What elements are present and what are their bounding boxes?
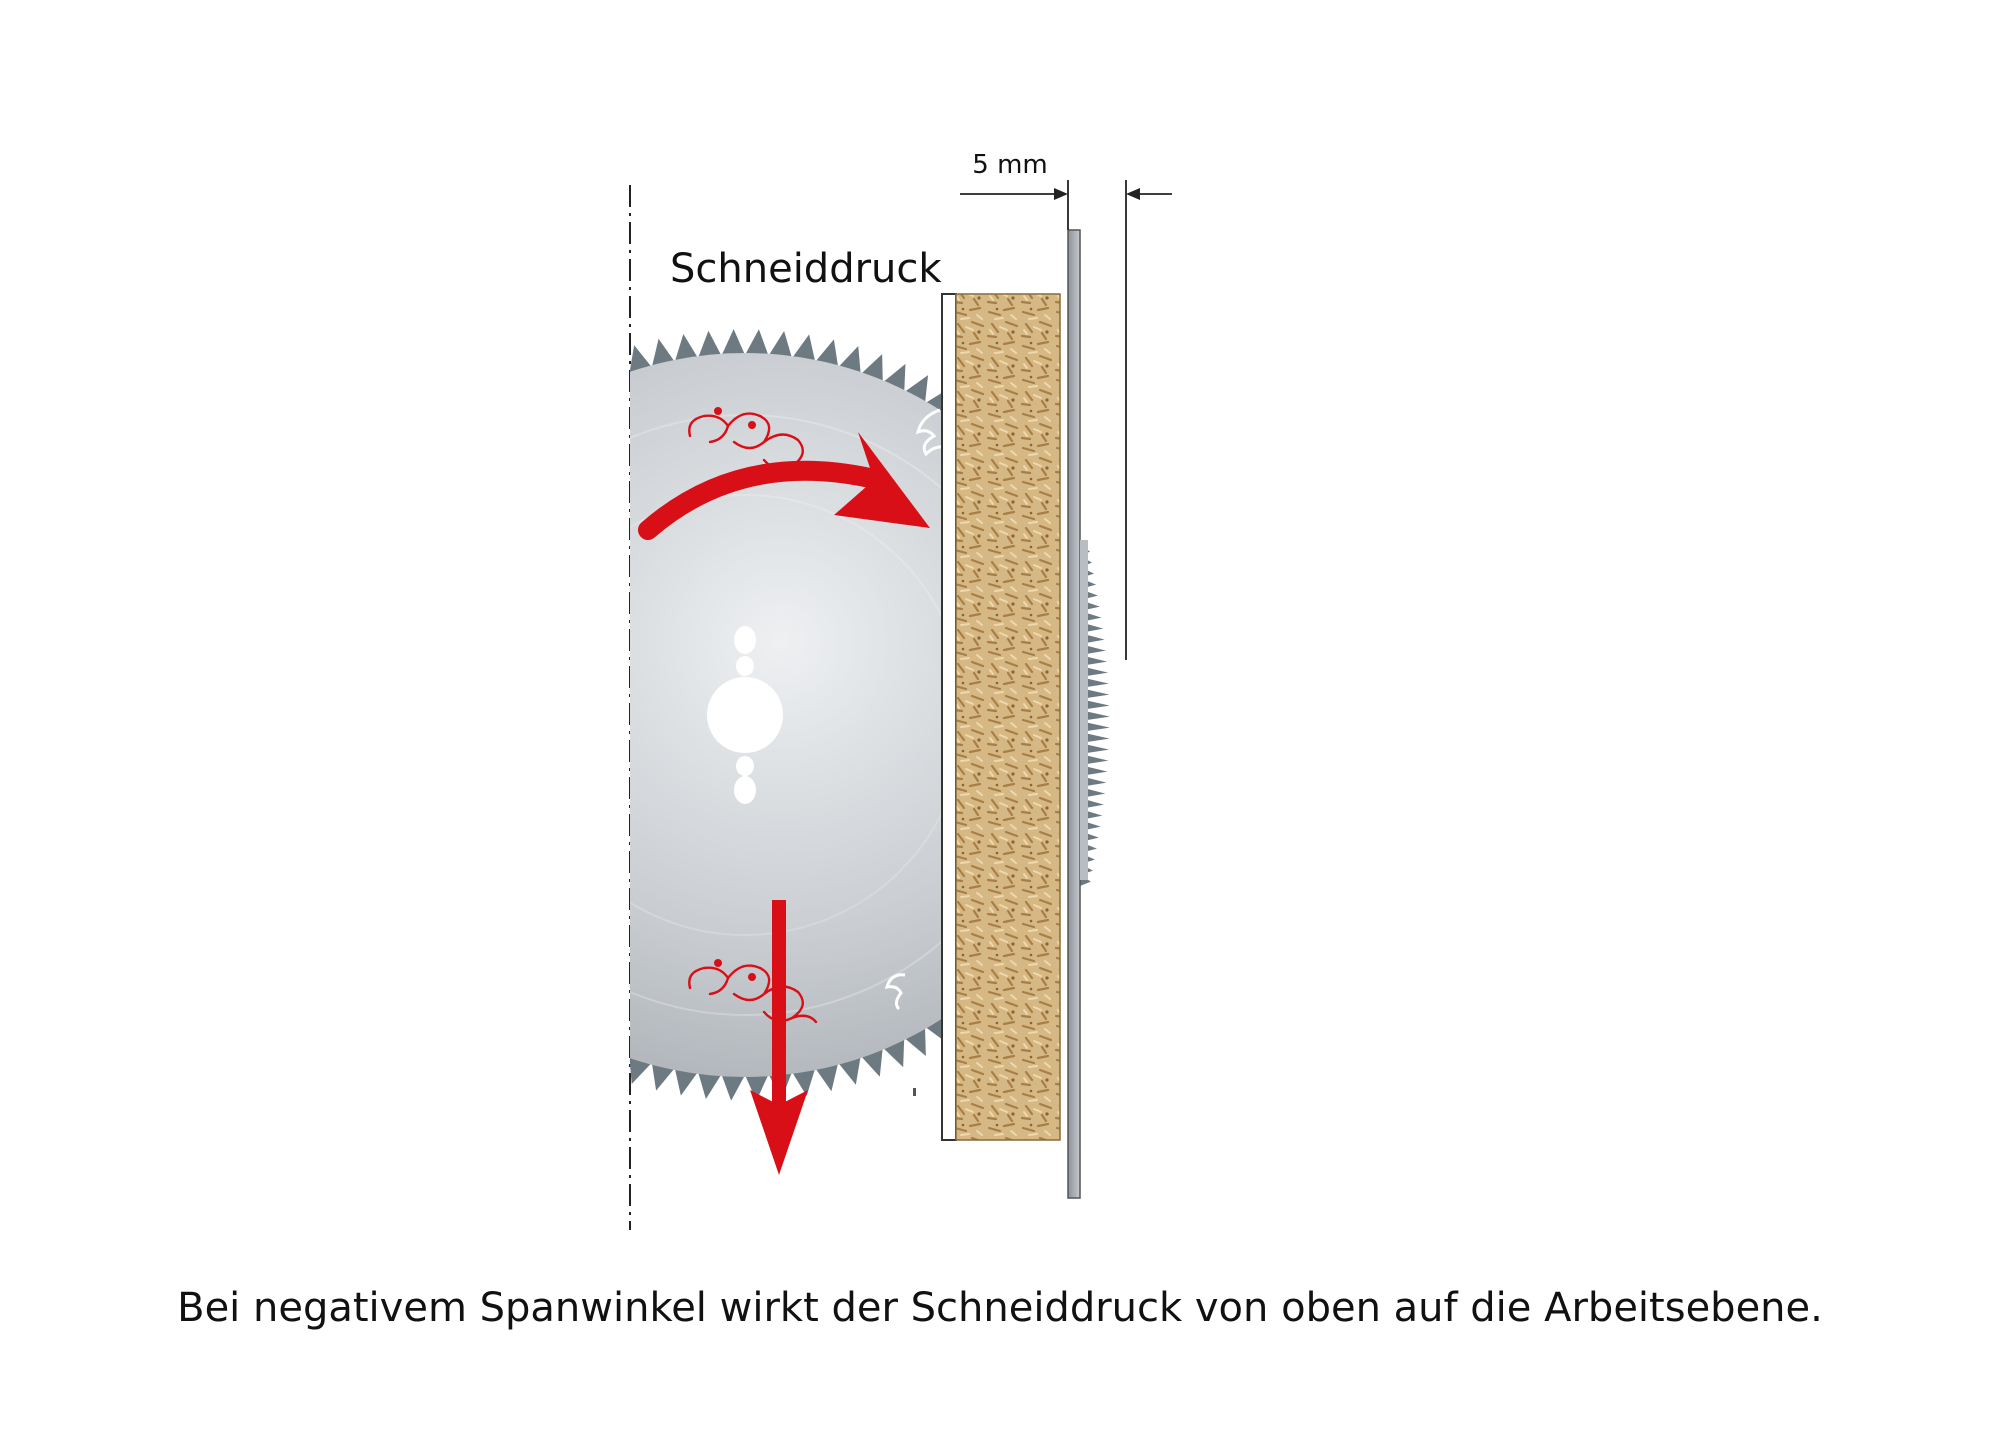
saw-tooth bbox=[521, 401, 545, 430]
saw-tooth bbox=[447, 469, 474, 496]
saw-tooth bbox=[359, 691, 386, 715]
saw-tooth bbox=[501, 416, 526, 445]
saw-tooth bbox=[369, 622, 397, 645]
saw-tooth bbox=[376, 599, 404, 622]
swirl-top-dot-2 bbox=[748, 421, 756, 429]
saw-tooth bbox=[394, 555, 422, 578]
saw-tooth bbox=[418, 510, 446, 535]
saw-tooth bbox=[607, 1048, 629, 1076]
saw-tooth bbox=[1104, 691, 1131, 715]
saw-tooth bbox=[404, 874, 433, 896]
saw-tooth bbox=[432, 489, 459, 515]
workpiece-chipboard bbox=[956, 294, 1060, 1140]
saw-tooth bbox=[1093, 622, 1121, 645]
saw-tooth bbox=[446, 934, 475, 959]
swirl-bottom-dot-2 bbox=[748, 973, 756, 981]
saw-tooth bbox=[405, 532, 433, 556]
saw-tooth bbox=[519, 1001, 545, 1028]
saw-tooth bbox=[1102, 668, 1129, 691]
saw-tooth bbox=[464, 450, 490, 477]
saw-tooth bbox=[384, 577, 412, 599]
saw-tooth bbox=[698, 331, 721, 358]
saw-tooth bbox=[361, 739, 388, 762]
saw-tooth bbox=[393, 853, 422, 874]
saw-tooth bbox=[482, 432, 508, 460]
saw-tooth bbox=[745, 329, 769, 356]
saw-tooth bbox=[462, 952, 490, 978]
saw-tooth bbox=[542, 387, 565, 416]
saw-tooth bbox=[431, 915, 460, 939]
force-label: Schneiddruck bbox=[670, 246, 942, 292]
saw-tooth bbox=[1104, 715, 1131, 739]
saw-tooth bbox=[564, 374, 586, 403]
saw-tooth bbox=[721, 1074, 745, 1101]
saw-tooth bbox=[364, 762, 392, 785]
saw-tooth bbox=[361, 668, 388, 691]
saw-tooth bbox=[364, 645, 392, 668]
saw-tooth bbox=[562, 1027, 586, 1055]
saw-tooth bbox=[359, 715, 386, 739]
saw-tooth bbox=[480, 970, 507, 996]
saw-tooth bbox=[586, 363, 607, 392]
saw-tooth bbox=[540, 1014, 565, 1042]
saw-tooth bbox=[499, 986, 526, 1013]
saw-tooth bbox=[607, 353, 629, 382]
swirl-top-dot-1 bbox=[714, 407, 722, 415]
saw-tooth bbox=[417, 895, 446, 918]
saw-tooth bbox=[1098, 645, 1126, 668]
saw-tooth bbox=[369, 785, 397, 808]
caption-text: Bei negativem Spanwinkel wirkt der Schneiddruck von oben auf die Arbeitsebene. bbox=[177, 1285, 1823, 1331]
dimension-label: 5 mm bbox=[972, 150, 1048, 180]
saw-tooth bbox=[375, 808, 404, 831]
saw-tooth bbox=[585, 1038, 608, 1066]
saw-tooth bbox=[383, 831, 412, 853]
workpiece-edge-strip bbox=[942, 294, 956, 1140]
saw-tooth bbox=[721, 329, 745, 356]
scoring-blade bbox=[1068, 230, 1110, 1198]
chip-speck bbox=[913, 1088, 916, 1096]
saw-tooth bbox=[1102, 739, 1129, 762]
swirl-bottom-dot-1 bbox=[714, 959, 722, 967]
